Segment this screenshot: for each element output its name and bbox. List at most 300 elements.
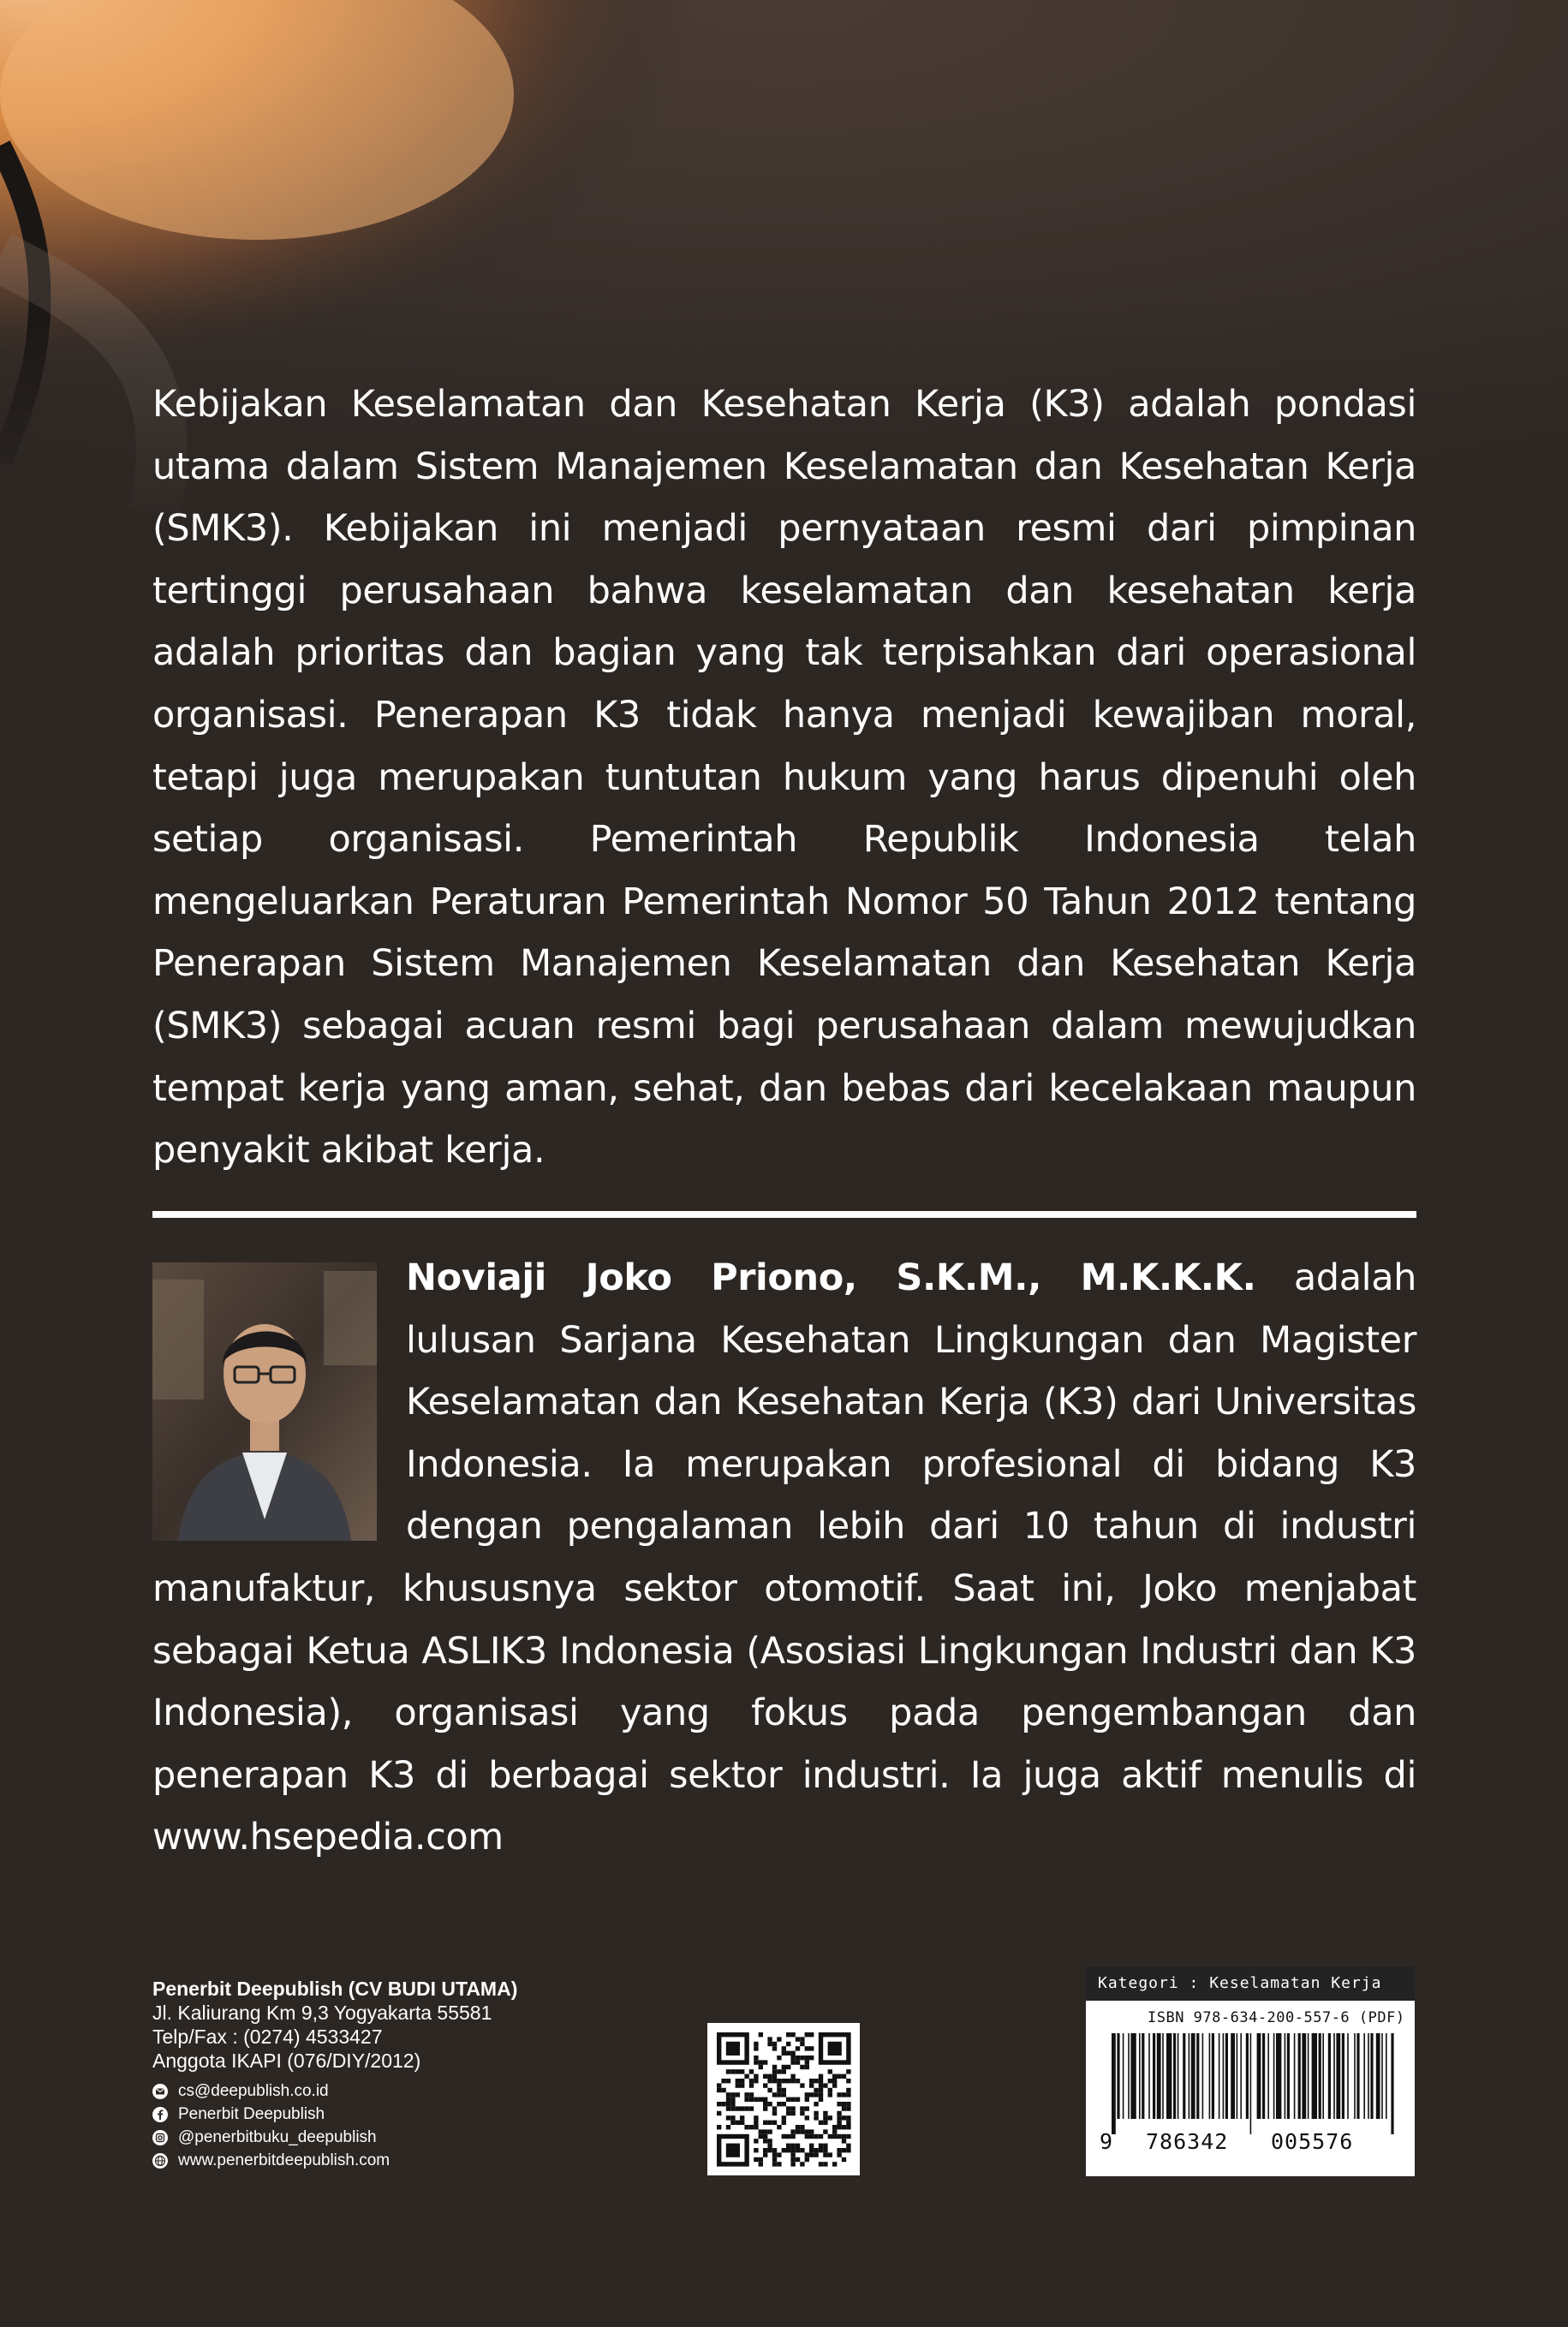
qr-module — [790, 2097, 795, 2102]
qr-module — [740, 2083, 744, 2087]
qr-module — [819, 2097, 823, 2102]
barcode-bar — [1386, 2033, 1387, 2119]
qr-module — [805, 2065, 809, 2069]
barcode-bar — [1273, 2033, 1275, 2119]
qr-module — [846, 2079, 850, 2083]
qr-module — [767, 2042, 772, 2046]
publisher-phone: Telp/Fax : (0274) 4533427 — [152, 2026, 383, 2048]
author-bio — [152, 1247, 1416, 1869]
qr-module — [790, 2152, 795, 2157]
qr-module — [796, 2037, 800, 2041]
publisher-info — [152, 1977, 632, 2172]
qr-module — [819, 2162, 823, 2166]
qr-module — [800, 2083, 804, 2087]
barcode-bar — [1142, 2033, 1144, 2119]
qr-module — [828, 2079, 832, 2083]
qr-module — [796, 2144, 800, 2148]
qr-module — [721, 2102, 725, 2106]
qr-module — [809, 2032, 814, 2037]
qr-module — [763, 2097, 767, 2102]
category-label: Kategori : Keselamatan Kerja — [1086, 1966, 1415, 2001]
qr-module — [744, 2074, 748, 2079]
qr-module — [749, 2092, 754, 2097]
qr-finder-core — [828, 2042, 842, 2056]
qr-module — [786, 2079, 790, 2083]
barcode-bar — [1128, 2033, 1130, 2119]
qr-module — [759, 2134, 763, 2139]
qr-module — [730, 2115, 735, 2120]
qr-module — [772, 2079, 777, 2083]
qr-module — [842, 2134, 846, 2139]
qr-module — [777, 2125, 781, 2129]
qr-module — [749, 2083, 754, 2087]
qr-module — [846, 2106, 850, 2110]
qr-module — [763, 2134, 767, 2139]
barcode-bar — [1112, 2033, 1116, 2134]
qr-module — [772, 2162, 777, 2166]
qr-module — [814, 2134, 818, 2139]
qr-module — [790, 2144, 795, 2148]
qr-module — [805, 2157, 809, 2162]
qr-module — [777, 2092, 781, 2097]
qr-module — [828, 2152, 832, 2157]
qr-module — [767, 2079, 772, 2083]
qr-module — [726, 2125, 730, 2129]
barcode-bar — [1177, 2033, 1179, 2119]
qr-module — [790, 2074, 795, 2079]
qr-module — [772, 2157, 777, 2162]
qr-module — [805, 2106, 809, 2110]
qr-module — [805, 2097, 809, 2102]
qr-module — [726, 2102, 730, 2106]
qr-module — [819, 2074, 823, 2079]
barcode-bar — [1302, 2033, 1306, 2119]
qr-module — [814, 2152, 818, 2157]
facebook-icon — [152, 2107, 168, 2122]
qr-module — [740, 2106, 744, 2110]
qr-module — [777, 2162, 781, 2166]
publisher-ikapi: Anggota IKAPI (076/DIY/2012) — [152, 2050, 421, 2072]
qr-module — [786, 2065, 790, 2069]
qr-module — [796, 2056, 800, 2060]
qr-module — [763, 2139, 767, 2143]
qr-module — [819, 2134, 823, 2139]
qr-module — [842, 2092, 846, 2097]
qr-module — [782, 2051, 786, 2056]
qr-module — [772, 2111, 777, 2115]
qr-module — [726, 2092, 730, 2097]
instagram-text: @penerbitbuku_deepublish — [178, 2128, 377, 2146]
qr-module — [846, 2115, 850, 2120]
qr-module — [754, 2060, 758, 2064]
qr-module — [809, 2083, 814, 2087]
qr-module — [800, 2042, 804, 2046]
qr-finder-core — [726, 2042, 740, 2056]
qr-module — [786, 2032, 790, 2037]
qr-module — [846, 2092, 850, 2097]
publisher-name: Penerbit Deepublish (CV BUDI UTAMA) — [152, 1978, 518, 2000]
qr-module — [736, 2092, 740, 2097]
qr-code — [707, 2023, 860, 2175]
qr-module — [828, 2069, 832, 2073]
qr-module — [717, 2125, 721, 2129]
barcode-bar — [1363, 2033, 1365, 2119]
qr-module — [814, 2088, 818, 2092]
book-blurb: Kebijakan Keselamatan dan Kesehatan Kerja (K3) adalah pondasi utama dalam Sistem Manajemen Keselamatan dan Kesehatan Kerja (SMK3). Kebijakan ini menjadi pernyataan resmi dari pimpinan tertinggi perusahaan bahwa keselamatan dan kesehatan kerja adalah prioritas dan bagian yang tak terpisahkan dari operasional organisasi. Penerapan K3 tidak hanya menjadi kewajiban moral, tetapi juga merupakan tuntutan hukum yang harus dipenuhi oleh setiap organisasi. Pemerintah Republik Indonesia telah mengeluarkan Peraturan Pemerintah Nomor 50 Tahun 2012 tentang Penerapan Sistem Manajemen Keselamatan dan Kesehatan Kerja (SMK3) sebagai acuan resmi bagi perusahaan dalam mewujudkan tempat kerja yang aman, sehat, dan bebas dari kecelakaan maupun penyakit akibat kerja. — [152, 383, 1416, 1172]
author-bio-text: adalah lulusan Sarjana Kesehatan Lingkungan dan Magister Keselamatan dan Kesehatan Kerja (K3) dari Universitas Indonesia. Ia merupakan profesional di bidang K3 dengan pengalaman lebih dari 10 tahun di industri manufaktur, khususnya sektor otomotif. Saat ini, Joko menjabat sebagai Ketua ASLIK3 Indonesia (Asosiasi Lingkungan Industri dan K3 Indonesia), organisasi yang fokus pada pengembangan dan penerapan K3 di berbagai sektor industri. Ia juga aktif menulis di www.hsepedia.com — [152, 1256, 1416, 1859]
qr-module — [800, 2111, 804, 2115]
qr-module — [846, 2125, 850, 2129]
qr-module — [814, 2092, 818, 2097]
qr-module — [782, 2148, 786, 2152]
barcode-lead-digit: 9 — [1100, 2129, 1114, 2154]
qr-module — [759, 2157, 763, 2162]
qr-module — [796, 2148, 800, 2152]
qr-module — [805, 2134, 809, 2139]
qr-module — [809, 2129, 814, 2133]
qr-module — [777, 2088, 781, 2092]
qr-module — [796, 2097, 800, 2102]
barcode-bar — [1347, 2033, 1349, 2119]
qr-module — [772, 2074, 777, 2079]
qr-module — [790, 2111, 795, 2115]
barcode-bar — [1342, 2033, 1344, 2119]
qr-module — [772, 2152, 777, 2157]
qr-module — [796, 2060, 800, 2064]
qr-module — [730, 2097, 735, 2102]
qr-module — [828, 2115, 832, 2120]
barcode-bar — [1189, 2033, 1190, 2119]
qr-module — [763, 2102, 767, 2106]
qr-module — [832, 2079, 837, 2083]
qr-module — [744, 2125, 748, 2129]
barcode-bar — [1370, 2033, 1373, 2119]
barcode-bar — [1322, 2033, 1324, 2119]
qr-module — [823, 2115, 827, 2120]
qr-module — [790, 2060, 795, 2064]
barcode-bar — [1183, 2033, 1185, 2119]
qr-module — [754, 2097, 758, 2102]
qr-module — [846, 2144, 850, 2148]
barcode-bar — [1162, 2033, 1164, 2119]
qr-module — [837, 2111, 841, 2115]
qr-module — [819, 2121, 823, 2125]
qr-module — [828, 2134, 832, 2139]
barcode-bar — [1298, 2033, 1301, 2119]
qr-module — [828, 2088, 832, 2092]
qr-module — [759, 2065, 763, 2069]
qr-module — [786, 2111, 790, 2115]
qr-module — [842, 2148, 846, 2152]
barcode-right-digits: 005576 — [1271, 2129, 1354, 2154]
barcode-bar — [1368, 2033, 1369, 2119]
qr-module — [814, 2102, 818, 2106]
barcode-left-digits: 786342 — [1146, 2129, 1229, 2154]
qr-module — [814, 2115, 818, 2120]
qr-module — [842, 2102, 846, 2106]
barcode-bar — [1246, 2033, 1249, 2119]
qr-module — [782, 2079, 786, 2083]
qr-module — [786, 2134, 790, 2139]
qr-module — [721, 2079, 725, 2083]
qr-module — [823, 2121, 827, 2125]
qr-module — [763, 2121, 767, 2125]
qr-module — [837, 2121, 841, 2125]
qr-module — [736, 2069, 740, 2073]
barcode-panel — [1086, 2001, 1415, 2176]
qr-module — [772, 2069, 777, 2073]
qr-module — [842, 2115, 846, 2120]
qr-module — [767, 2037, 772, 2041]
qr-module — [796, 2079, 800, 2083]
qr-module — [846, 2121, 850, 2125]
qr-module — [759, 2060, 763, 2064]
email-icon — [152, 2084, 168, 2099]
qr-module — [837, 2148, 841, 2152]
barcode-bar — [1333, 2033, 1335, 2119]
qr-module — [800, 2162, 804, 2166]
author-name: Noviaji Joko Priono, S.K.M., M.K.K.K. — [406, 1256, 1256, 1299]
qr-module — [790, 2106, 795, 2110]
qr-module — [726, 2106, 730, 2110]
qr-module — [800, 2148, 804, 2152]
qr-module — [823, 2144, 827, 2148]
qr-module — [744, 2092, 748, 2097]
qr-module — [754, 2148, 758, 2152]
barcode-bar — [1153, 2033, 1155, 2119]
qr-module — [767, 2074, 772, 2079]
barcode-bar — [1139, 2033, 1141, 2119]
barcode-bar — [1336, 2033, 1340, 2119]
qr-module — [832, 2074, 837, 2079]
contact-facebook — [152, 2103, 632, 2126]
barcode-bar — [1231, 2033, 1235, 2119]
qr-module — [767, 2088, 772, 2092]
qr-module — [782, 2088, 786, 2092]
qr-module — [837, 2102, 841, 2106]
barcode-bar — [1130, 2033, 1136, 2119]
qr-module — [800, 2106, 804, 2110]
qr-module — [772, 2065, 777, 2069]
qr-module — [832, 2162, 837, 2166]
qr-module — [819, 2148, 823, 2152]
qr-module — [809, 2134, 814, 2139]
qr-module — [796, 2157, 800, 2162]
qr-module — [832, 2083, 837, 2087]
qr-module — [800, 2056, 804, 2060]
qr-module — [772, 2106, 777, 2110]
qr-module — [754, 2115, 758, 2120]
qr-module — [763, 2148, 767, 2152]
qr-module — [736, 2106, 740, 2110]
qr-module — [842, 2106, 846, 2110]
barcode-bar — [1173, 2033, 1176, 2119]
qr-module — [767, 2148, 772, 2152]
qr-module — [786, 2051, 790, 2056]
qr-module — [809, 2144, 814, 2148]
qr-module — [832, 2134, 837, 2139]
qr-module — [749, 2106, 754, 2110]
qr-module — [805, 2152, 809, 2157]
qr-module — [754, 2056, 758, 2060]
qr-module — [809, 2056, 814, 2060]
qr-module — [763, 2129, 767, 2133]
qr-module — [726, 2097, 730, 2102]
qr-module — [837, 2074, 841, 2079]
qr-module — [726, 2115, 730, 2120]
author-photo-space — [152, 1247, 406, 1555]
qr-module — [805, 2092, 809, 2097]
qr-module — [763, 2106, 767, 2110]
email-text: cs@deepublish.co.id — [178, 2082, 329, 2100]
qr-module — [767, 2139, 772, 2143]
qr-module — [767, 2121, 772, 2125]
qr-module — [782, 2046, 786, 2050]
qr-module — [786, 2097, 790, 2102]
qr-module — [837, 2125, 841, 2129]
qr-module — [763, 2074, 767, 2079]
barcode-bar — [1191, 2033, 1195, 2119]
qr-module — [782, 2115, 786, 2120]
qr-module — [777, 2056, 781, 2060]
qr-module — [767, 2129, 772, 2133]
barcode-bar — [1287, 2033, 1290, 2119]
barcode-bar — [1276, 2033, 1281, 2119]
qr-module — [842, 2139, 846, 2143]
qr-module — [736, 2079, 740, 2083]
qr-module — [790, 2079, 795, 2083]
barcode-bar — [1196, 2033, 1199, 2119]
qr-module — [846, 2148, 850, 2152]
qr-module — [823, 2148, 827, 2152]
qr-module — [782, 2069, 786, 2073]
qr-module — [740, 2115, 744, 2120]
qr-module — [754, 2042, 758, 2046]
qr-module — [809, 2152, 814, 2157]
qr-module — [790, 2056, 795, 2060]
qr-module — [796, 2125, 800, 2129]
globe-icon — [152, 2153, 168, 2169]
qr-module — [763, 2083, 767, 2087]
qr-module — [805, 2115, 809, 2120]
qr-module — [805, 2056, 809, 2060]
qr-module — [721, 2088, 725, 2092]
qr-module — [772, 2092, 777, 2097]
qr-module — [819, 2083, 823, 2087]
qr-module — [726, 2069, 730, 2073]
qr-module — [819, 2144, 823, 2148]
barcode-bar — [1219, 2033, 1220, 2119]
barcode-bar — [1223, 2033, 1225, 2119]
barcode-bar — [1237, 2033, 1238, 2119]
qr-module — [790, 2134, 795, 2139]
qr-module — [786, 2144, 790, 2148]
qr-module — [814, 2079, 818, 2083]
qr-module — [717, 2083, 721, 2087]
contact-email — [152, 2079, 632, 2103]
qr-module — [800, 2065, 804, 2069]
barcode-bar — [1202, 2033, 1204, 2119]
barcode-bar — [1354, 2033, 1356, 2119]
qr-module — [754, 2125, 758, 2129]
qr-module — [809, 2079, 814, 2083]
barcode-bar — [1285, 2033, 1286, 2119]
qr-module — [800, 2129, 804, 2133]
barcode-bar — [1148, 2033, 1150, 2119]
qr-module — [805, 2046, 809, 2050]
section-divider — [152, 1211, 1416, 1218]
qr-module — [823, 2152, 827, 2157]
qr-module — [777, 2102, 781, 2106]
qr-module — [736, 2083, 740, 2087]
qr-module — [846, 2069, 850, 2073]
qr-module — [772, 2148, 777, 2152]
qr-module — [790, 2032, 795, 2037]
qr-module — [846, 2134, 850, 2139]
barcode-bar — [1225, 2033, 1228, 2119]
qr-module — [730, 2106, 735, 2110]
qr-module — [832, 2129, 837, 2133]
qr-module — [744, 2106, 748, 2110]
contact-instagram — [152, 2126, 632, 2149]
qr-module — [805, 2129, 809, 2133]
qr-module — [842, 2125, 846, 2129]
qr-module — [754, 2157, 758, 2162]
qr-module — [772, 2046, 777, 2050]
barcode-bar — [1209, 2033, 1211, 2119]
qr-module — [796, 2129, 800, 2133]
barcode-bar — [1312, 2033, 1317, 2119]
qr-module — [805, 2060, 809, 2064]
qr-module — [759, 2097, 763, 2102]
barcode-bar — [1328, 2033, 1331, 2119]
qr-module — [754, 2079, 758, 2083]
barcode-bar — [1240, 2033, 1242, 2119]
qr-module — [772, 2042, 777, 2046]
qr-module — [786, 2106, 790, 2110]
qr-module — [790, 2162, 795, 2166]
qr-module — [837, 2152, 841, 2157]
qr-module — [842, 2074, 846, 2079]
qr-module — [726, 2079, 730, 2083]
barcode-bar — [1117, 2033, 1119, 2119]
barcode-bar — [1267, 2033, 1269, 2119]
qr-module — [837, 2134, 841, 2139]
qr-module — [740, 2121, 744, 2125]
qr-module — [754, 2121, 758, 2125]
qr-module — [782, 2092, 786, 2097]
qr-module — [767, 2144, 772, 2148]
qr-module — [782, 2065, 786, 2069]
qr-module — [790, 2051, 795, 2056]
isbn-number: ISBN 978-634-200-557-6 (PDF) — [1148, 2009, 1405, 2026]
barcode-bar — [1212, 2033, 1214, 2119]
qr-module — [782, 2121, 786, 2125]
qr-module — [754, 2046, 758, 2050]
contact-website — [152, 2149, 632, 2172]
qr-module — [828, 2092, 832, 2097]
qr-module — [786, 2148, 790, 2152]
qr-module — [740, 2079, 744, 2083]
qr-module — [767, 2102, 772, 2106]
qr-module — [749, 2125, 754, 2129]
barcode-bar — [1166, 2033, 1172, 2119]
qr-module — [805, 2032, 809, 2037]
barcode-bar — [1391, 2033, 1393, 2134]
publisher-address: Jl. Kaliurang Km 9,3 Yogyakarta 55581 — [152, 2002, 492, 2024]
qr-module — [759, 2162, 763, 2166]
qr-module — [763, 2060, 767, 2064]
